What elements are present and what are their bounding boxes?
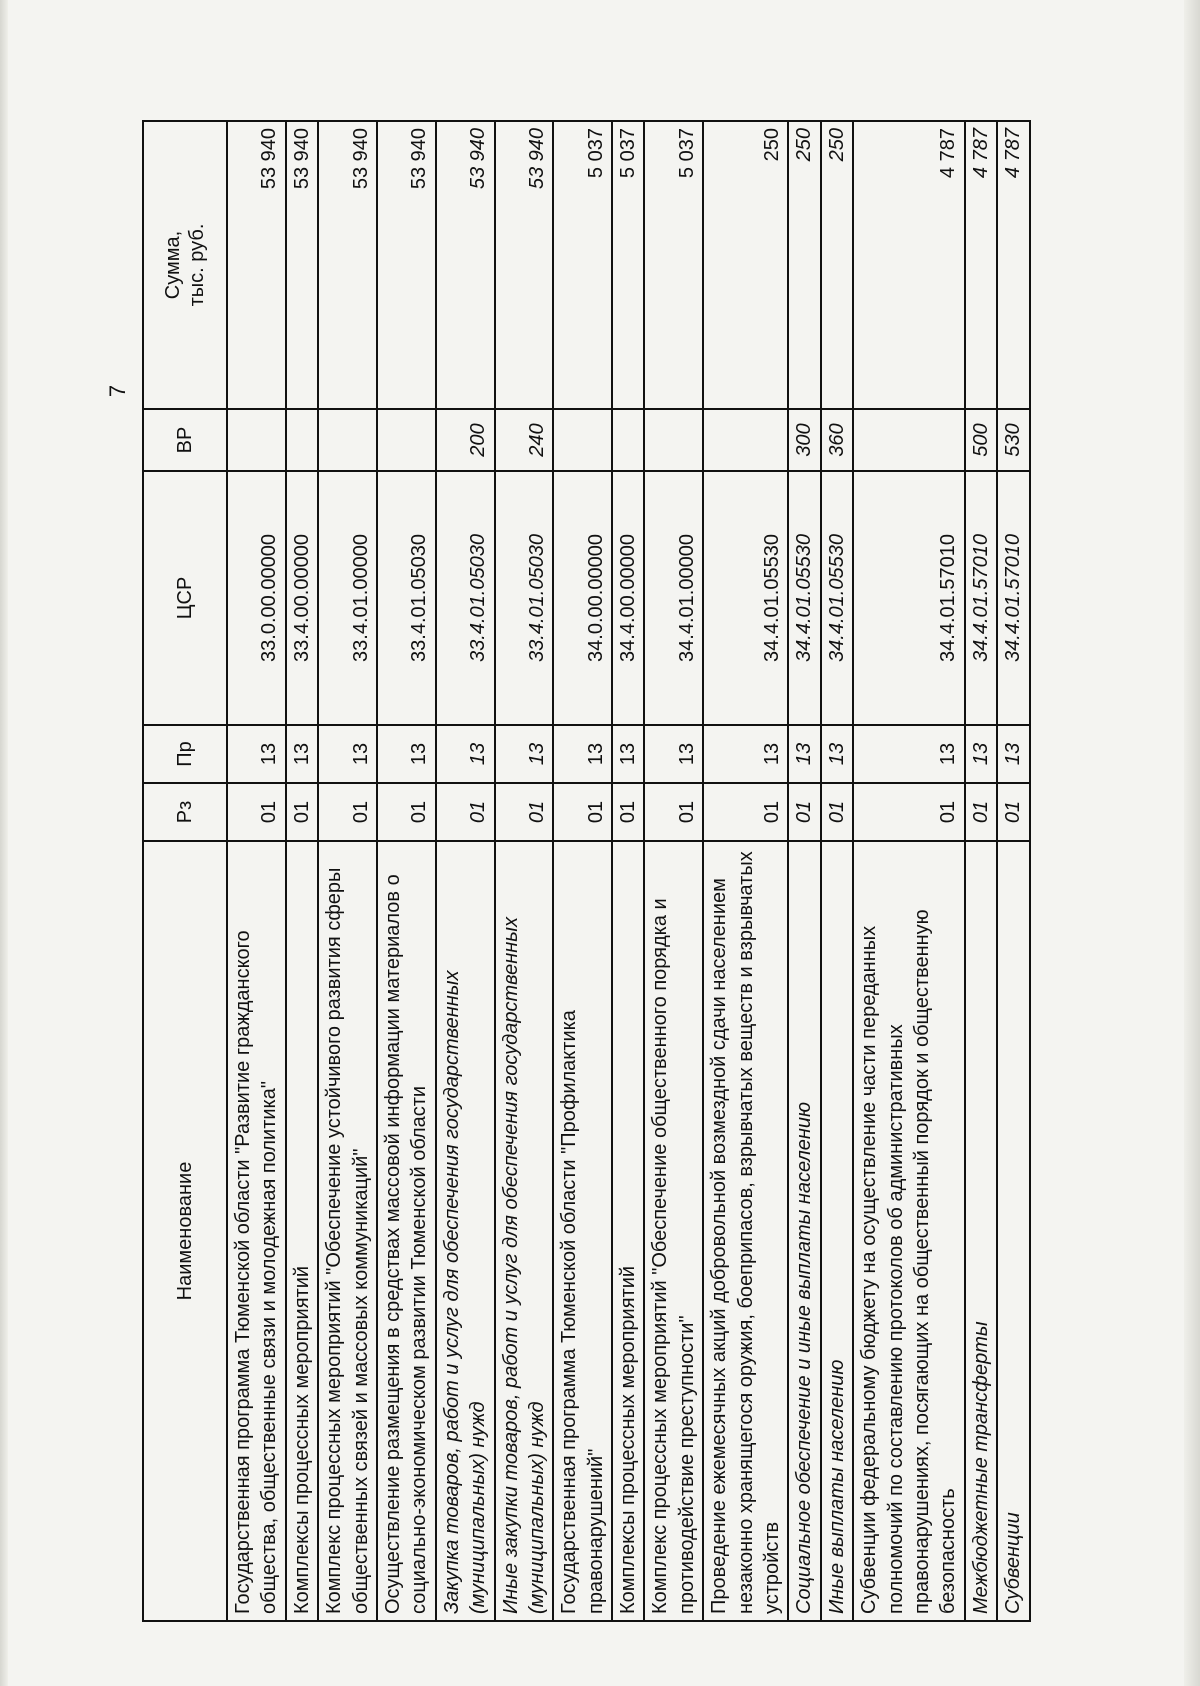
- header-csr: ЦСР: [143, 471, 227, 725]
- cell-vr: 530: [997, 409, 1029, 471]
- table-row: [227, 121, 286, 1621]
- cell-vr: [612, 409, 644, 471]
- cell-rz: 01: [788, 783, 820, 841]
- cell-pr: 13: [703, 725, 788, 783]
- cell-name: Закупка товаров, работ и услуг для обеспечения государственных (муниципальных) нужд: [436, 841, 495, 1621]
- budget-table: [142, 120, 1031, 1622]
- cell-vr: [644, 409, 703, 471]
- cell-sum: 4 787: [965, 121, 997, 409]
- cell-pr: 13: [227, 725, 286, 783]
- cell-sum: 53 940: [286, 121, 318, 409]
- cell-pr: 13: [965, 725, 997, 783]
- header-pr: Пр: [143, 725, 227, 783]
- cell-rz: 01: [853, 783, 965, 841]
- cell-sum: 5 037: [553, 121, 612, 409]
- cell-csr: 34.4.01.57010: [965, 471, 997, 725]
- cell-csr: 34.4.01.05530: [788, 471, 820, 725]
- cell-vr: [553, 409, 612, 471]
- cell-rz: 01: [703, 783, 788, 841]
- cell-vr: 300: [788, 409, 820, 471]
- cell-sum: 5 037: [612, 121, 644, 409]
- cell-rz: 01: [377, 783, 436, 841]
- cell-sum: 53 940: [318, 121, 377, 409]
- table-row: [495, 121, 554, 1621]
- cell-vr: [377, 409, 436, 471]
- cell-name: Комплексы процессных мероприятий: [612, 841, 644, 1621]
- cell-sum: 5 037: [644, 121, 703, 409]
- cell-rz: 01: [612, 783, 644, 841]
- table-row: [644, 121, 703, 1621]
- header-sum-line1: Сумма,: [162, 230, 184, 300]
- cell-rz: 01: [227, 783, 286, 841]
- cell-pr: 13: [286, 725, 318, 783]
- table-row: [553, 121, 612, 1621]
- cell-rz: 01: [997, 783, 1029, 841]
- table-row: [612, 121, 644, 1621]
- cell-pr: 13: [495, 725, 554, 783]
- table-row: [965, 121, 997, 1621]
- header-sum: [143, 121, 227, 409]
- header-name: Наименование: [143, 841, 227, 1621]
- cell-name: Межбюджетные трансферты: [965, 841, 997, 1621]
- cell-rz: 01: [553, 783, 612, 841]
- cell-csr: 33.4.01.05030: [495, 471, 554, 725]
- cell-csr: 33.4.01.05030: [377, 471, 436, 725]
- cell-csr: 34.4.01.57010: [997, 471, 1029, 725]
- page-number: 7: [105, 384, 131, 398]
- cell-vr: [286, 409, 318, 471]
- cell-pr: 13: [853, 725, 965, 783]
- table-row: [286, 121, 318, 1621]
- cell-sum: 53 940: [227, 121, 286, 409]
- cell-name: Государственная программа Тюменской области "Развитие гражданского общества, общественные связи и молодежная политика": [227, 841, 286, 1621]
- table-body: [227, 121, 1030, 1621]
- cell-pr: 13: [612, 725, 644, 783]
- table-row: [788, 121, 820, 1621]
- cell-name: Субвенции федеральному бюджету на осуществление части переданных полномочий по составлению протоколов об административных правонарушениях, посягающих на общественный порядок и общественную безопасность: [853, 841, 965, 1621]
- table-row: [318, 121, 377, 1621]
- cell-name: Государственная программа Тюменской области "Профилактика правонарушений": [553, 841, 612, 1621]
- cell-csr: 33.0.00.00000: [227, 471, 286, 725]
- header-sum-line2: тыс. руб.: [186, 223, 208, 307]
- cell-vr: 240: [495, 409, 554, 471]
- cell-sum: 53 940: [436, 121, 495, 409]
- cell-sum: 250: [703, 121, 788, 409]
- cell-csr: 34.4.00.00000: [612, 471, 644, 725]
- cell-pr: 13: [997, 725, 1029, 783]
- cell-name: Иные закупки товаров, работ и услуг для обеспечения государственных (муниципальных) нужд: [495, 841, 554, 1621]
- rotated-page-content: [142, 122, 1025, 1622]
- cell-name: Проведение ежемесячных акций добровольной возмездной сдачи населением незаконно хранящегося оружия, боеприпасов, взрывчатых веществ и взрывчатых устройств: [703, 841, 788, 1621]
- cell-pr: 13: [318, 725, 377, 783]
- cell-vr: [318, 409, 377, 471]
- cell-csr: 34.4.01.05530: [703, 471, 788, 725]
- table-row: [436, 121, 495, 1621]
- cell-pr: 13: [644, 725, 703, 783]
- cell-csr: 33.4.01.00000: [318, 471, 377, 725]
- cell-vr: 200: [436, 409, 495, 471]
- cell-sum: 4 787: [997, 121, 1029, 409]
- cell-csr: 34.0.00.00000: [553, 471, 612, 725]
- cell-csr: 34.4.01.05530: [821, 471, 853, 725]
- cell-vr: 500: [965, 409, 997, 471]
- cell-csr: 34.4.01.00000: [644, 471, 703, 725]
- cell-csr: 33.4.00.00000: [286, 471, 318, 725]
- cell-name: Комплексы процессных мероприятий: [286, 841, 318, 1621]
- cell-pr: 13: [821, 725, 853, 783]
- cell-csr: 33.4.01.05030: [436, 471, 495, 725]
- table-row: [377, 121, 436, 1621]
- cell-pr: 13: [436, 725, 495, 783]
- cell-pr: 13: [553, 725, 612, 783]
- header-rz: Рз: [143, 783, 227, 841]
- cell-vr: [853, 409, 965, 471]
- cell-rz: 01: [318, 783, 377, 841]
- cell-name: Комплекс процессных мероприятий "Обеспечение устойчивого развития сферы общественных связей и массовых коммуникаций": [318, 841, 377, 1621]
- scan-edge-right: [1184, 0, 1200, 1686]
- cell-vr: [227, 409, 286, 471]
- cell-name: Субвенции: [997, 841, 1029, 1621]
- cell-rz: 01: [821, 783, 853, 841]
- scan-edge-left: [0, 0, 8, 1686]
- cell-sum: 53 940: [495, 121, 554, 409]
- cell-name: Социальное обеспечение и иные выплаты населению: [788, 841, 820, 1621]
- cell-pr: 13: [788, 725, 820, 783]
- cell-rz: 01: [965, 783, 997, 841]
- cell-name: Осуществление размещения в средствах массовой информации материалов о социально-экономическом развитии Тюменской области: [377, 841, 436, 1621]
- budget-table-container: [142, 122, 1025, 1622]
- cell-sum: 250: [788, 121, 820, 409]
- cell-vr: 360: [821, 409, 853, 471]
- cell-rz: 01: [436, 783, 495, 841]
- header-vr: ВР: [143, 409, 227, 471]
- table-header-row: [143, 121, 227, 1621]
- table-row: [853, 121, 965, 1621]
- cell-rz: 01: [495, 783, 554, 841]
- cell-name: Комплекс процессных мероприятий "Обеспечение общественного порядка и противодействие преступности": [644, 841, 703, 1621]
- cell-csr: 34.4.01.57010: [853, 471, 965, 725]
- table-row: [821, 121, 853, 1621]
- cell-sum: 4 787: [853, 121, 965, 409]
- cell-sum: 53 940: [377, 121, 436, 409]
- table-row: [997, 121, 1029, 1621]
- table-row: [703, 121, 788, 1621]
- cell-pr: 13: [377, 725, 436, 783]
- cell-name: Иные выплаты населению: [821, 841, 853, 1621]
- cell-vr: [703, 409, 788, 471]
- cell-rz: 01: [644, 783, 703, 841]
- cell-rz: 01: [286, 783, 318, 841]
- cell-sum: 250: [821, 121, 853, 409]
